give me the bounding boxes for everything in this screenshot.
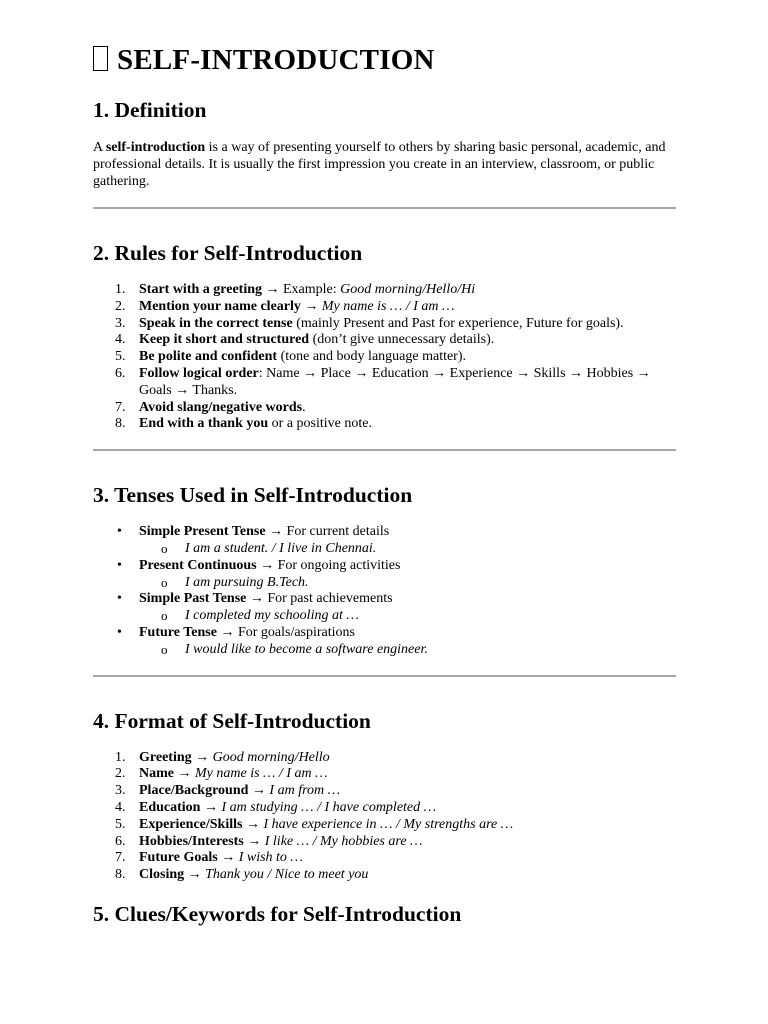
missing-glyph-icon <box>93 46 108 71</box>
list-item <box>93 332 676 349</box>
tense-usage: → For ongoing activities <box>256 557 401 573</box>
format-step: Name <box>139 766 174 782</box>
list-number: 2. <box>115 766 126 782</box>
rule-text: or a positive note. <box>268 416 372 432</box>
list-number: 6. <box>115 833 126 849</box>
section-divider <box>93 207 676 209</box>
format-arrow: → <box>248 783 270 799</box>
rule-text: . <box>302 399 306 415</box>
rule-bold: Follow logical order <box>139 365 259 381</box>
tense-usage: → For current details <box>265 524 390 540</box>
definition-term: self-introduction <box>105 140 206 155</box>
list-number: 4. <box>115 332 126 348</box>
rule-bold: Start with a greeting <box>139 282 262 297</box>
list-item <box>93 558 676 592</box>
rules-list <box>93 282 676 433</box>
circle-bullet-icon: o <box>161 641 168 657</box>
tense-example: I am a student. / I live in Chennai. <box>185 540 377 556</box>
rule-bold: Avoid slang/negative words <box>139 399 303 415</box>
list-number: 1. <box>115 282 126 297</box>
list-number: 8. <box>115 416 126 432</box>
tense-name: Simple Present Tense <box>139 524 266 540</box>
tense-example: I would like to become a software engineer. <box>185 641 428 657</box>
rule-text: (don’t give unnecessary details). <box>309 332 495 348</box>
list-item <box>93 867 676 884</box>
list-number: 6. <box>115 365 126 381</box>
format-step: Greeting <box>139 749 192 765</box>
list-item <box>93 282 676 299</box>
document-page <box>93 42 676 928</box>
tense-name: Future Tense <box>139 624 217 640</box>
circle-bullet-icon: o <box>161 608 168 624</box>
list-item <box>93 783 676 800</box>
format-arrow: → <box>243 833 265 849</box>
tense-example: I am pursuing B.Tech. <box>185 574 309 590</box>
tense-name: Present Continuous <box>139 557 257 573</box>
format-example: Good morning/Hello <box>212 749 330 765</box>
format-example: I am from … <box>269 783 341 799</box>
list-item <box>93 850 676 867</box>
rule-bold: Be polite and confident <box>139 349 278 365</box>
list-item <box>93 316 676 333</box>
list-item <box>93 416 676 433</box>
format-step: Hobbies/Interests <box>139 833 244 849</box>
sub-list-item <box>139 575 676 592</box>
format-example: I wish to … <box>238 850 303 866</box>
list-number: 5. <box>115 349 126 365</box>
definition-paragraph <box>93 139 676 190</box>
list-item <box>93 366 676 400</box>
list-number: 4. <box>115 799 126 815</box>
rule-bold: Mention your name clearly <box>139 298 301 314</box>
sub-list <box>139 608 676 625</box>
format-arrow: → <box>242 816 264 832</box>
format-arrow: → <box>174 766 195 782</box>
rule-bold: Keep it short and structured <box>139 332 310 348</box>
format-arrow: → <box>217 850 239 866</box>
format-arrow: → <box>191 749 213 765</box>
format-arrow: → <box>184 867 206 883</box>
bullet-icon: • <box>117 591 122 607</box>
rule-text: → Example: <box>262 282 341 297</box>
format-arrow: → <box>200 799 222 815</box>
list-item <box>93 625 676 659</box>
list-number: 3. <box>115 783 126 799</box>
tense-usage: → For goals/aspirations <box>216 624 355 640</box>
rule-text: (mainly Present and Past for experience, Future for goals). <box>292 315 624 331</box>
list-item <box>93 834 676 851</box>
rule-bold: End with a thank you <box>139 416 269 432</box>
list-item <box>93 400 676 417</box>
bullet-icon: • <box>117 557 122 573</box>
list-number: 7. <box>115 399 126 415</box>
bullet-icon: • <box>117 624 122 640</box>
list-item <box>93 299 676 316</box>
circle-bullet-icon: o <box>161 574 168 590</box>
section-heading-definition: 1. Definition <box>93 98 207 122</box>
format-step: Education <box>139 799 201 815</box>
document-title-text: SELF-INTRODUCTION <box>117 44 435 76</box>
list-item <box>93 750 676 767</box>
format-step: Closing <box>139 867 185 883</box>
rule-text: → <box>300 298 322 314</box>
rule-text: (tone and body language matter). <box>277 349 467 365</box>
format-list <box>93 750 676 884</box>
sub-list <box>139 541 676 558</box>
tense-name: Simple Past Tense <box>139 591 247 607</box>
format-step: Experience/Skills <box>139 816 243 832</box>
definition-text-pre: A <box>93 140 106 155</box>
list-number: 8. <box>115 867 126 883</box>
bullet-icon: • <box>117 524 122 540</box>
list-item <box>93 817 676 834</box>
list-number: 7. <box>115 850 126 866</box>
list-item <box>93 524 676 558</box>
rule-example: My name is … / I am … <box>321 298 455 314</box>
section-heading-tenses: 3. Tenses Used in Self-Introduction <box>93 483 413 508</box>
section-heading-clues: 5. Clues/Keywords for Self-Introduction <box>93 901 462 926</box>
sub-list <box>139 642 676 659</box>
sub-list-item <box>139 642 676 659</box>
rule-text: : Name → Place → Education → Experience → Skills → Hobbies → Goals → Thanks. <box>139 365 651 398</box>
definition-text: is a way of presenting yourself to others by sharing basic personal, academic, and professional details. It is usually the first impression you create in an interview, classroom, or public gathering. <box>93 140 666 189</box>
format-example: I like … / My hobbies are … <box>264 833 423 849</box>
format-step: Place/Background <box>139 783 249 799</box>
list-item <box>93 349 676 366</box>
format-example: I have experience in … / My strengths are … <box>263 816 514 832</box>
sub-list <box>139 575 676 592</box>
format-example: My name is … / I am … <box>195 766 328 782</box>
section-heading-rules: 2. Rules for Self-Introduction <box>93 241 363 265</box>
list-number: 3. <box>115 315 126 331</box>
format-example: I am studying … / I have completed … <box>221 799 437 815</box>
tense-example: I completed my schooling at … <box>185 608 359 624</box>
tense-usage: → For past achievements <box>246 591 393 607</box>
format-step: Future Goals <box>139 850 218 866</box>
format-example: Thank you / Nice to meet you <box>205 867 369 883</box>
tenses-list <box>93 524 676 658</box>
rule-bold: Speak in the correct tense <box>139 315 293 331</box>
circle-bullet-icon: o <box>161 540 168 556</box>
list-number: 1. <box>115 749 126 765</box>
document-title <box>93 42 676 78</box>
section-divider <box>93 675 676 677</box>
rule-example: Good morning/Hello/Hi <box>340 282 476 297</box>
list-number: 2. <box>115 298 126 314</box>
list-item <box>93 766 676 783</box>
list-item <box>93 800 676 817</box>
list-number: 5. <box>115 816 126 832</box>
section-divider <box>93 449 676 451</box>
sub-list-item <box>139 608 676 625</box>
list-item <box>93 591 676 625</box>
section-heading-format: 4. Format of Self-Introduction <box>93 708 371 733</box>
sub-list-item <box>139 541 676 558</box>
